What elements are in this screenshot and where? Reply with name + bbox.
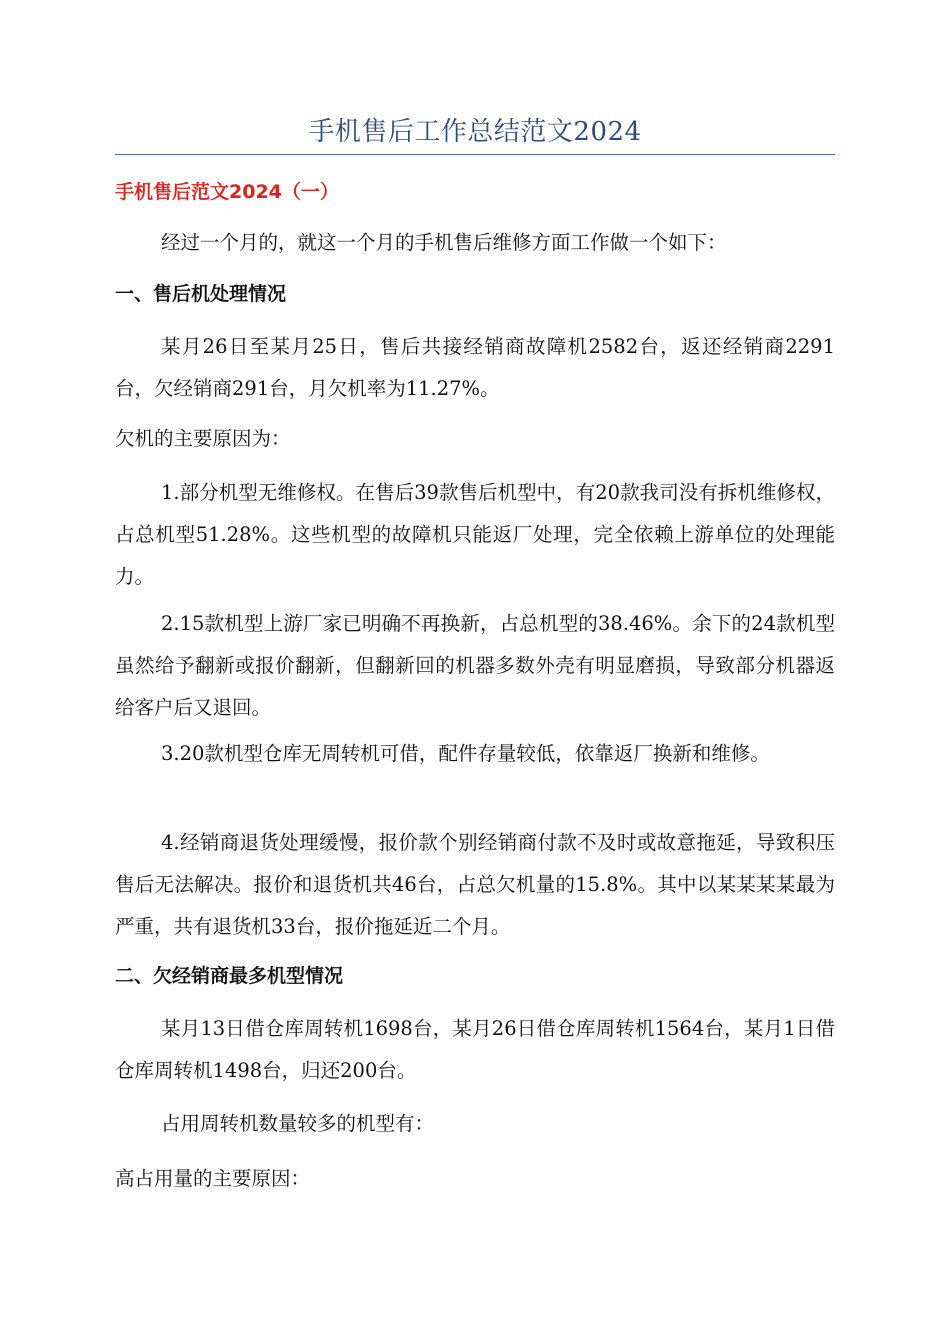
section1-paragraph-2: 欠机的主要原因为： bbox=[115, 427, 291, 450]
section2-heading: 二、欠经销商最多机型情况 bbox=[115, 965, 344, 987]
title-divider bbox=[115, 154, 835, 155]
section1-item-1: 1.部分机型无维修权。在售后39款售后机型中，有20款我司没有拆机维修权，占总机型51.28%。这些机型的故障机只能返厂处理，完全依赖上游单位的处理能力。 bbox=[115, 481, 835, 588]
intro-paragraph: 经过一个月的，就这一个月的手机售后维修方面工作做一个如下： bbox=[161, 231, 727, 254]
section1-item-3: 3.20款机型仓库无周转机可借，配件存量较低，依靠返厂换新和维修。 bbox=[161, 742, 770, 765]
section2-paragraph-1: 某月13日借仓库周转机1698台，某月26日借仓库周转机1564台，某月1日借仓库周转机1498台，归还200台。 bbox=[115, 1017, 835, 1082]
section1-heading: 一、售后机处理情况 bbox=[115, 283, 287, 305]
document-title: 手机售后工作总结范文2024 bbox=[308, 117, 642, 147]
section1-item-4: 4.经销商退货处理缓慢，报价款个别经销商付款不及时或故意拖延，导致积压售后无法解决。报价和退货机共46台，占总欠机量的15.8%。其中以某某某某最为严重，共有退货机33台，报价拖延近二个月。 bbox=[115, 831, 835, 938]
section2-paragraph-2: 占用周转机数量较多的机型有： bbox=[161, 1112, 435, 1135]
section1-paragraph-1: 某月26日至某月25日，售后共接经销商故障机2582台，返还经销商2291台，欠经销商291台，月欠机率为11.27%。 bbox=[115, 335, 835, 400]
section1-item-2: 2.15款机型上游厂家已明确不再换新，占总机型的38.46%。余下的24款机型虽然给予翻新或报价翻新，但翻新回的机器多数外壳有明显磨损，导致部分机器返给客户后又退回。 bbox=[115, 612, 835, 719]
document-subtitle: 手机售后范文2024（一） bbox=[115, 181, 339, 203]
section2-paragraph-3: 高占用量的主要原因： bbox=[115, 1167, 311, 1190]
